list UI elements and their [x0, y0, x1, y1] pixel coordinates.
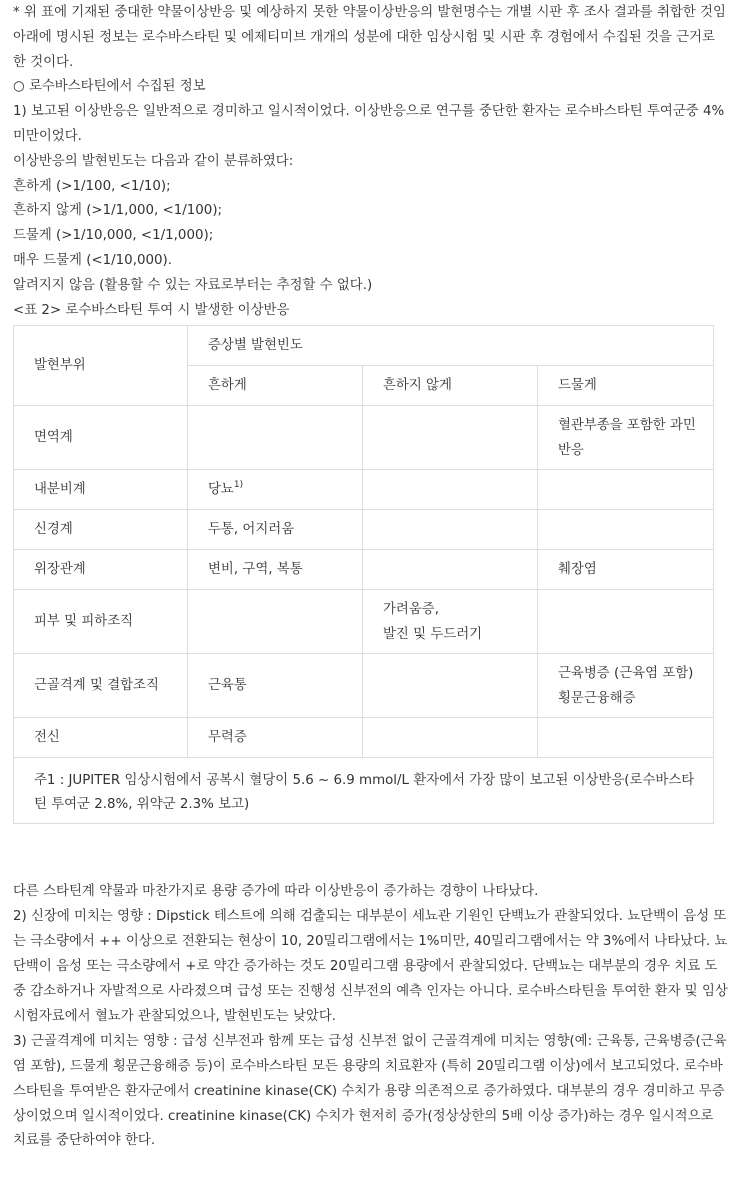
cell-site — [14, 718, 188, 758]
cell-common — [188, 406, 363, 470]
adverse-reaction-table-wrapper — [13, 325, 728, 824]
cell-site-text: 위장관계 — [34, 562, 86, 578]
document-body — [13, 0, 728, 1154]
cell-uncommon — [363, 654, 538, 718]
header-rare: 드물게 — [538, 366, 714, 406]
table-row — [14, 550, 714, 590]
cell-common — [188, 550, 363, 590]
header-uncommon: 흔하지 않게 — [363, 366, 538, 406]
adverse-reaction-summary: 1) 보고된 이상반응은 일반적으로 경미하고 일시적이었다. 이상반응으로 연구를 중단한 환자는 로수바스타틴 투여군중 4% 미만이었다. — [13, 104, 725, 144]
cell-rare — [538, 654, 714, 718]
frequency-very-rare: 매우 드물게 (<1/10,000). — [13, 252, 172, 268]
cell-site — [14, 510, 188, 550]
cell-uncommon — [363, 718, 538, 758]
cell-rare — [538, 406, 714, 470]
cell-uncommon — [363, 470, 538, 510]
cell-site-text: 전신 — [34, 730, 60, 746]
footnote-marker: 1) — [233, 480, 244, 491]
cell-rare — [538, 718, 714, 758]
spacer — [13, 824, 728, 880]
header-common: 흔하게 — [188, 366, 363, 406]
cell-common-text: 무력증 — [208, 730, 247, 746]
table-note-row — [14, 758, 714, 824]
table-row — [14, 654, 714, 718]
intro-section — [13, 1, 728, 323]
table-header-row — [14, 326, 714, 366]
cell-rare-text: 혈관부종을 포함한 과민반응 — [558, 417, 696, 458]
renal-effects-paragraph: 2) 신장에 미치는 영향 : Dipstick 테스트에 의해 검출되는 대부분이 세뇨관 기원인 단백뇨가 관찰되었다. 뇨단백이 음성 또는 극소량에서 ++ 이상으로 전환되는 현상이 10, 20밀리그램에서는 1%미만, 40밀리그램에서는 약 3%에서 나타났다. 뇨단백이 음성 또는 극소량에서 +로 약간 증가하는 것도 20밀리그램 용량에서 관찰되었다. 단백뇨는 대부분의 경우 치료 도중 감소하거나 자발적으로 사라졌으며 급성 또는 진행성 신부전의 예측 인자는 아니다. 로수바스타틴을 투여한 환자 및 임상시험자료에서 혈뇨가 관찰되었으나, 발현빈도는 낮았다. — [13, 909, 728, 1024]
cell-site — [14, 550, 188, 590]
cell-site-text: 면역계 — [34, 430, 73, 446]
cell-uncommon — [363, 550, 538, 590]
cell-rare — [538, 470, 714, 510]
adverse-reaction-table — [13, 325, 714, 824]
cell-rare — [538, 510, 714, 550]
footnote-asterisk: * 위 표에 기재된 중대한 약물이상반응 및 예상하지 못한 약물이상반응의 발현명수는 개별 시판 후 조사 결과를 취합한 것임 — [13, 5, 726, 20]
table-row — [14, 510, 714, 550]
cell-site-text: 신경계 — [34, 522, 73, 538]
cell-rare — [538, 590, 714, 654]
cell-common — [188, 510, 363, 550]
dose-trend-paragraph: 다른 스타틴계 약물과 마찬가지로 용량 증가에 따라 이상반응이 증가하는 경향이 나타났다. — [13, 884, 539, 900]
table-row — [14, 718, 714, 758]
cell-site — [14, 470, 188, 510]
frequency-unknown: 알려지지 않음 (활용할 수 있는 자료로부터는 추정할 수 없다.) — [13, 277, 373, 293]
cell-common — [188, 718, 363, 758]
table-row — [14, 470, 714, 510]
musculoskeletal-effects-paragraph: 3) 근골격계에 미치는 영향 : 급성 신부전과 함께 또는 급성 신부전 없이 근골격계에 미치는 영향(예: 근육통, 근육병증(근육염 포함), 드물게 횡문근융해증 등)이 로수바스타틴 모든 용량의 치료환자 (특히 20밀리그램 이상)에서 보고되었다. 로수바스타틴을 투여받은 환자군에서 creatinine kinase(CK) 수치가 용량 의존적으로 증가하였다. 대부분의 경우 경미하고 무증상이었으며 일시적이었다. creatinine kinase(CK) 수치가 현저히 증가(정상상한의 5배 이상 증가)하는 경우 일시적으로 치료를 중단하여야 한다. — [13, 1033, 727, 1149]
header-site: 발현부위 — [14, 326, 188, 406]
cell-site-text: 근골격계 및 결합조직 — [34, 678, 159, 694]
cell-uncommon-text: 가려움증, 발진 및 두드러기 — [383, 601, 483, 642]
frequency-common: 흔하게 (>1/100, <1/10); — [13, 178, 171, 194]
cell-uncommon — [363, 510, 538, 550]
cell-site-text: 피부 및 피하조직 — [34, 614, 134, 630]
cell-common-text: 당뇨 — [208, 482, 234, 498]
frequency-uncommon: 흔하지 않게 (>1/1,000, <1/100); — [13, 203, 223, 219]
cell-rare-text: 근육병증 (근육염 포함) 횡문근융해증 — [558, 665, 694, 706]
cell-uncommon — [363, 590, 538, 654]
table-row — [14, 406, 714, 470]
header-frequency: 증상별 발현빈도 — [188, 326, 714, 366]
cell-site — [14, 590, 188, 654]
table-row — [14, 590, 714, 654]
cell-common-text: 근육통 — [208, 678, 247, 694]
table-caption: <표 2> 로수바스타틴 투여 시 발생한 이상반응 — [13, 302, 290, 318]
cell-site — [14, 406, 188, 470]
cell-site-text: 내분비계 — [34, 482, 86, 498]
frequency-classification-intro: 이상반응의 발현빈도는 다음과 같이 분류하였다: — [13, 153, 294, 169]
cell-site — [14, 654, 188, 718]
cell-common — [188, 470, 363, 510]
frequency-rare: 드물게 (>1/10,000, <1/1,000); — [13, 228, 214, 244]
cell-rare — [538, 550, 714, 590]
cell-common-text: 변비, 구역, 복통 — [208, 562, 303, 578]
body-section — [13, 880, 728, 1154]
table-note: 주1 : JUPITER 임상시험에서 공복시 혈당이 5.6 ~ 6.9 mmol/L 환자에서 가장 많이 보고된 이상반응(로수바스타틴 투여군 2.8%, 위약군 2.3% 보고) — [14, 758, 714, 824]
info-basis-paragraph: 아래에 명시된 정보는 로수바스타틴 및 에제티미브 개개의 성분에 대한 임상시험 및 시판 후 경험에서 수집된 것을 근거로 한 것이다. — [13, 29, 715, 70]
section-heading-rosuvastatin: ○ 로수바스타틴에서 수집된 정보 — [13, 79, 206, 95]
cell-common-text: 두통, 어지러움 — [208, 522, 295, 538]
cell-common — [188, 590, 363, 654]
cell-rare-text: 췌장염 — [558, 562, 597, 578]
cell-common — [188, 654, 363, 718]
cell-uncommon — [363, 406, 538, 470]
